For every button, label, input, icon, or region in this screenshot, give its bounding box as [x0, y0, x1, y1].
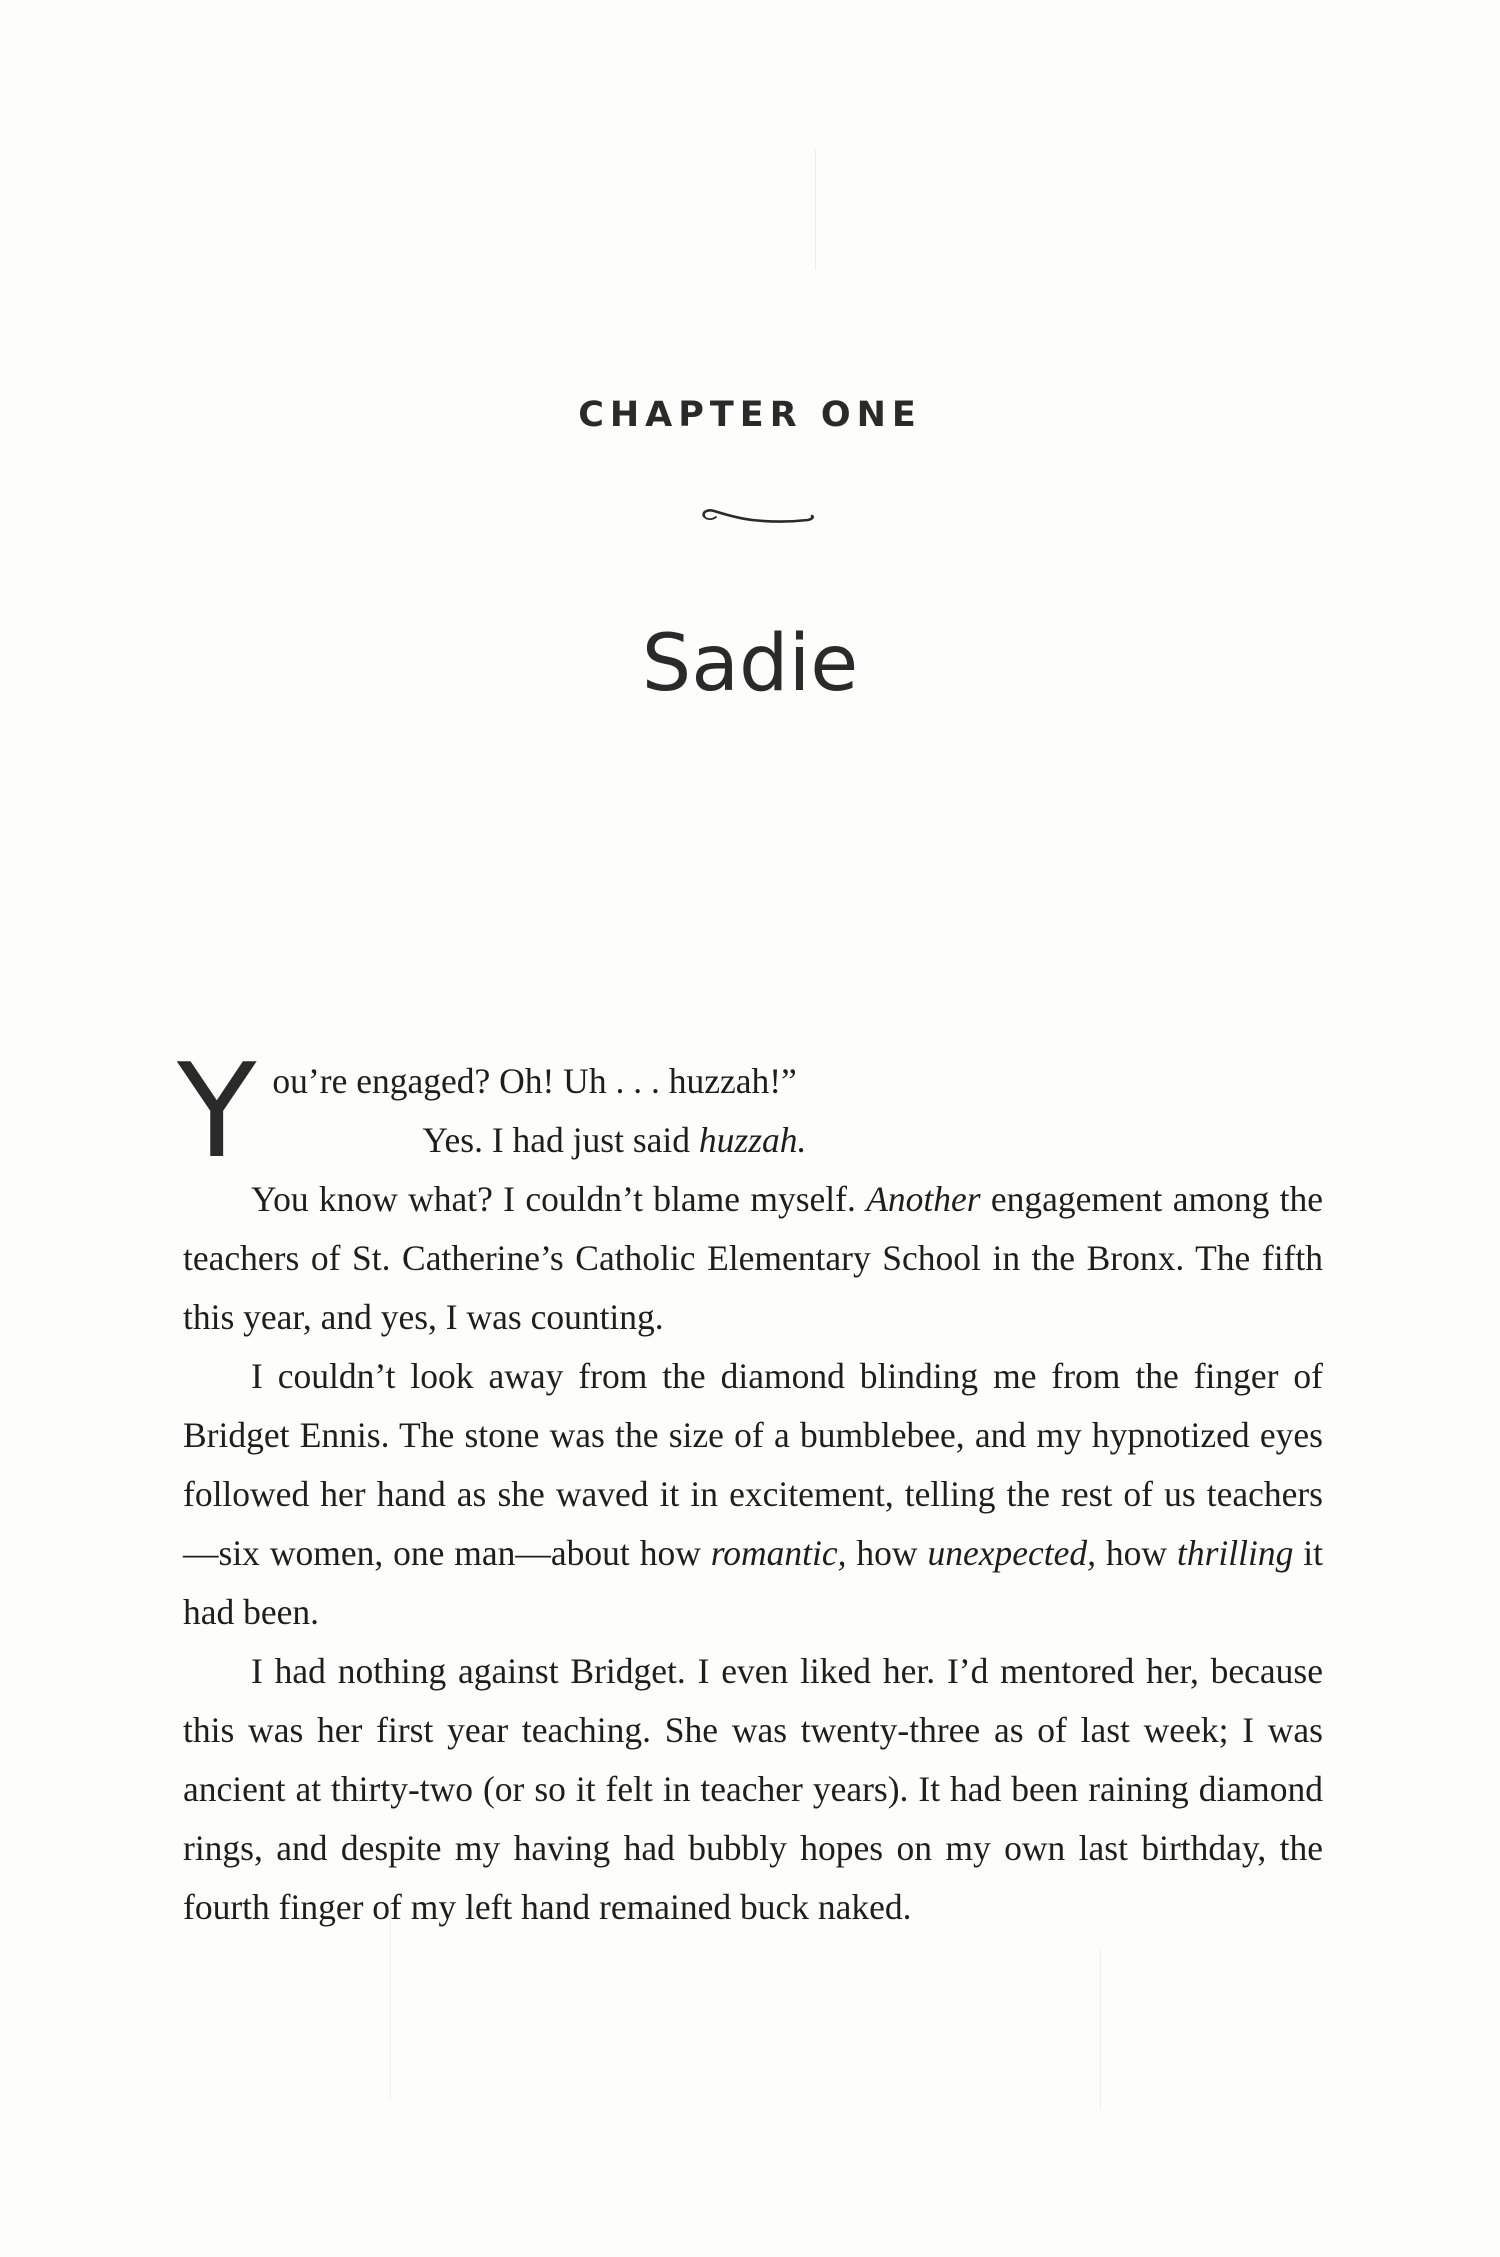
italic-text: unexpected,	[927, 1533, 1096, 1573]
drop-cap: Y	[177, 1035, 257, 1187]
italic-text: romantic,	[710, 1533, 847, 1573]
italic-text: thrilling	[1176, 1533, 1294, 1573]
paragraph	[183, 1642, 1323, 1937]
paragraph	[183, 1170, 1323, 1347]
text-run: it had been.	[183, 1533, 1323, 1632]
chapter-title: Sadie	[641, 619, 859, 709]
text-run: how	[1096, 1533, 1177, 1573]
italic-text: Another	[866, 1179, 981, 1219]
text-run: Yes. I had just said	[422, 1120, 699, 1160]
paragraph	[183, 1347, 1323, 1642]
chapter-label: CHAPTER ONE	[578, 395, 922, 435]
paragraph	[183, 1111, 1323, 1170]
text-run: engagement among the teachers of St. Catherine’s Catholic Elementary School in the Bronx. The fifth this year, and yes, I was counting.	[183, 1179, 1324, 1337]
italic-text: huzzah.	[698, 1120, 807, 1160]
scan-artifact	[1100, 1950, 1101, 2110]
text-run: how	[846, 1533, 928, 1573]
chapter-body	[177, 1035, 1324, 1937]
scan-artifact	[390, 1900, 391, 2100]
swash-ornament-icon	[700, 498, 820, 538]
text-run: ou’re engaged? Oh! Uh . . . huzzah!”	[272, 1061, 797, 1101]
text-run: I couldn’t look away from the diamond blinding me from the finger of Bridget Ennis. The stone was the size of a bumblebee, and my hypnotized eyes followed her hand as she waved it in excitement, telling the rest of us teachers—six women, one man—about how	[183, 1356, 1323, 1573]
scan-artifact	[815, 150, 816, 270]
text-run: You know what? I couldn’t blame myself.	[251, 1179, 867, 1219]
text-run: I had nothing against Bridget. I even liked her. I’d mentored her, because this was her first year teaching. She was twenty-three as of last week; I was ancient at thirty-two (or so it felt in teacher years). It had been raining diamond rings, and despite my having had bubbly hopes on my own last birthday, the fourth finger of my left hand remained buck naked.	[183, 1651, 1323, 1927]
